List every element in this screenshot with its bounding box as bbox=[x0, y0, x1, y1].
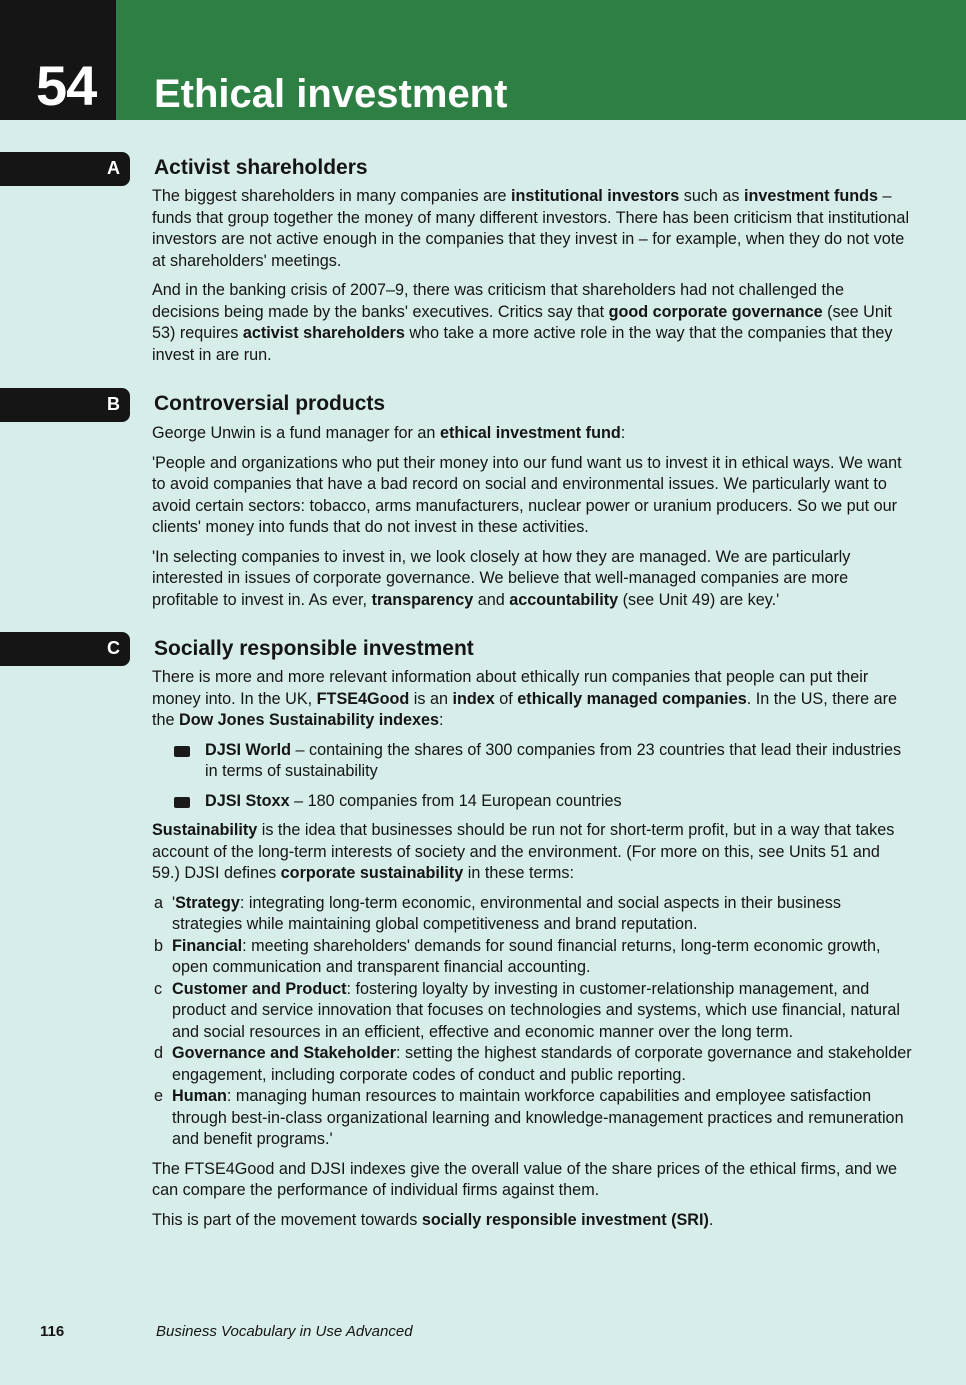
section-b-paragraph-1: George Unwin is a fund manager for an ethical investment fund: bbox=[152, 424, 626, 442]
section-heading-a: Activist shareholders bbox=[154, 156, 368, 179]
list-item: e Human: managing human resources to maintain workforce capabilities and employee satisfaction through best-in-class organizational learning and knowledge-management practices and remuneration and benefit programs.' bbox=[154, 1087, 904, 1148]
section-tab-c: C bbox=[0, 632, 130, 666]
unit-title: Ethical investment bbox=[154, 72, 508, 116]
page-number: 116 bbox=[40, 1323, 65, 1340]
section-a-paragraph-2: And in the banking crisis of 2007–9, there was criticism that shareholders had not challenged the decisions being made by the banks' executives. Critics say that good corporate governance (see Unit 53) requires activist shareholders who take a more active role in the way that the companies that they invest in are run. bbox=[152, 281, 893, 364]
section-c-paragraph-1: There is more and more relevant information about ethically run companies that people can put their money into. In the UK, FTSE4Good is an index of ethically managed companies. In the US, there are the Dow Jones Sustainability indexes: bbox=[152, 668, 897, 729]
unit-header bbox=[0, 0, 966, 120]
section-b-body bbox=[152, 423, 912, 619]
section-a-body bbox=[152, 186, 912, 374]
section-b-paragraph-2: 'People and organizations who put their money into our fund want us to invest it in ethical ways. We want to avoid companies that have a bad record on social and environmental issues. We particularly want to avoid certain sectors: tobacco, arms manufacturers, nuclear power or uranium producers. So we put our clients' money into funds that do not invest in these activities. bbox=[152, 453, 902, 536]
section-tab-b: B bbox=[0, 388, 130, 422]
bullet-square-icon bbox=[174, 797, 190, 808]
section-heading-b: Controversial products bbox=[154, 392, 386, 415]
list-item: c Customer and Product: fostering loyalty by investing in customer-relationship management, and product and service innovation that focuses on technologies and systems, which use financial, natural and social resources in an efficient, effective and economic manner over the long term. bbox=[154, 979, 900, 1041]
djsi-bullet-list bbox=[152, 740, 912, 813]
list-item: DJSI World – containing the shares of 300 companies from 23 countries that lead their industries in terms of sustainability bbox=[152, 740, 912, 783]
list-item: a 'Strategy: integrating long-term economic, environmental and social aspects in their business strategies while maintaining global competitiveness and brand reputation. bbox=[154, 893, 841, 933]
list-item: b Financial: meeting shareholders' demands for sound financial returns, long-term economic growth, open communication and transparent financial accounting. bbox=[154, 936, 881, 976]
section-b-paragraph-3: 'In selecting companies to invest in, we look closely at how they are managed. We are particularly interested in issues of corporate governance. We believe that well-managed companies are more profitable to invest in. As ever, transparency and accountability (see Unit 49) are key.' bbox=[152, 547, 851, 609]
section-c-paragraph-4: This is part of the movement towards socially responsible investment (SRI). bbox=[152, 1210, 714, 1229]
section-c-paragraph-3: The FTSE4Good and DJSI indexes give the overall value of the share prices of the ethical firms, and we can compare the performance of individual firms against them. bbox=[152, 1159, 898, 1199]
section-a-paragraph-1: The biggest shareholders in many companies are institutional investors such as investment funds – funds that group together the money of many different investors. There has been criticism that institutional investors are not active enough in the companies that they invest in – for example, when they do not vote at shareholders' meetings. bbox=[152, 187, 910, 270]
section-heading-c: Socially responsible investment bbox=[154, 637, 474, 660]
book-title: Business Vocabulary in Use Advanced bbox=[156, 1323, 413, 1340]
sustainability-terms-list bbox=[152, 893, 912, 1151]
section-c-body bbox=[152, 667, 912, 1239]
section-tab-a: A bbox=[0, 152, 130, 186]
list-item: DJSI Stoxx – 180 companies from 14 European countries bbox=[152, 791, 912, 813]
unit-number: 54 bbox=[36, 54, 97, 117]
list-item: d Governance and Stakeholder: setting the highest standards of corporate governance and stakeholder engagement, including corporate codes of conduct and public reporting. bbox=[154, 1044, 912, 1084]
bullet-square-icon bbox=[174, 746, 190, 757]
section-c-paragraph-2: Sustainability is the idea that businesses should be run not for short-term profit, but in a way that takes account of the long-term interests of society and the environment. (For more on this, see Units 51 and 59.) DJSI defines corporate sustainability in these terms: bbox=[152, 821, 895, 882]
